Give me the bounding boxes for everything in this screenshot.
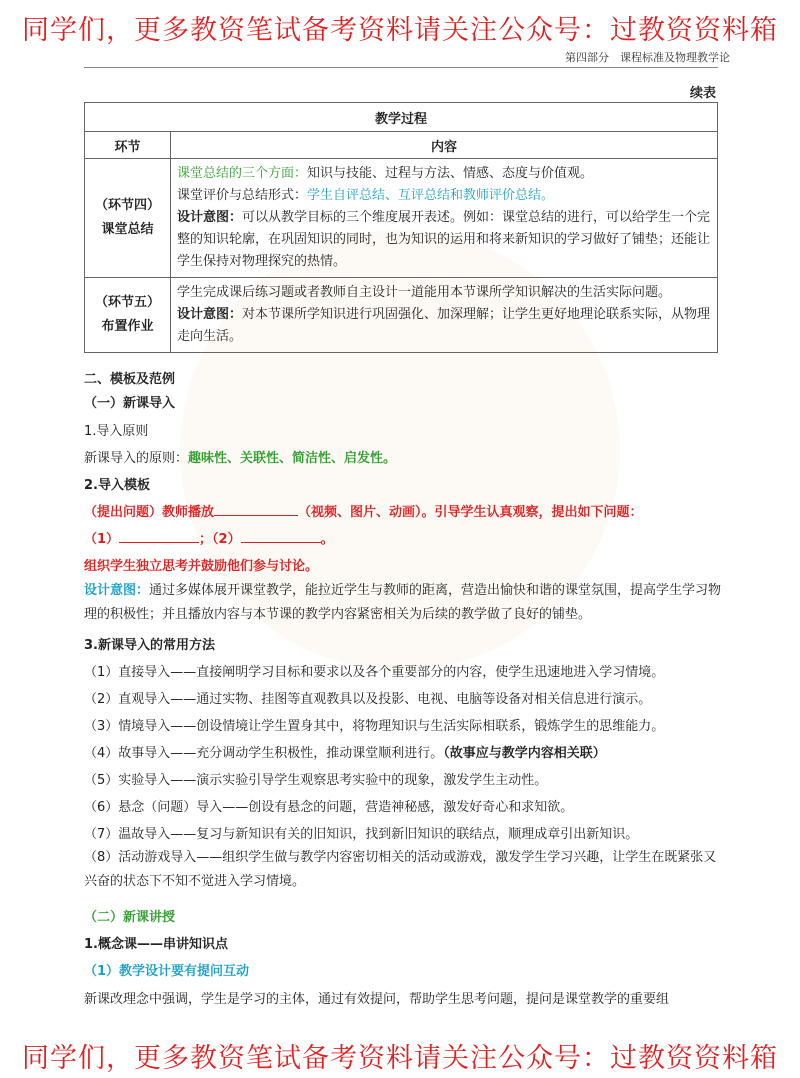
col-content-header: 内容 — [171, 132, 718, 159]
section-heading: 二、模板及范例 — [84, 372, 176, 387]
design-label: 设计意图： — [84, 583, 150, 598]
list-item-note: （故事应与教学内容相关联） — [443, 746, 606, 761]
table-row — [85, 278, 718, 353]
step-title: 布置作业 — [101, 319, 154, 334]
content-paragraph — [177, 185, 711, 207]
fill-blank — [241, 529, 321, 543]
content-text: 可以从教学目标的三个维度展开表述。例如：课堂总结的进行，可以给学生一个完整的知识轮廓，在巩固知识的同时，也为知识的运用和将来新知识的学习做好了铺垫；还能让学生保持对物理探究的热情。 — [177, 210, 711, 269]
content-cell — [171, 278, 718, 353]
content-label: 课堂总结的三个方面： — [177, 166, 308, 181]
list-item — [84, 742, 724, 761]
step-cell — [85, 278, 171, 353]
item-heading: 1.导入原则 — [84, 424, 149, 439]
teaching-process-table — [84, 102, 718, 353]
template-text: 。 — [320, 532, 334, 547]
subsection-heading: （一）新课导入 — [84, 396, 176, 411]
list-item: （5）实验导入——演示实验引导学生观察思考实验中的现象，激发学生主动性。 — [84, 773, 548, 788]
table-row — [85, 159, 718, 278]
list-item-text: （4）故事导入——充分调动学生积极性，推动课堂顺利进行。 — [84, 746, 444, 761]
principles-list: 趣味性、关联性、简洁性、启发性。 — [188, 451, 397, 466]
template-text: （1） — [84, 532, 120, 547]
subsection-heading: （二）新课讲授 — [84, 910, 176, 925]
continued-label: 续表 — [689, 86, 716, 101]
design-text: 通过多媒体展开课堂教学，能拉近学生与教师的距离，营造出愉快和谐的课堂氛围，提高学生学习物理的积极性；并且播放内容与本节课的教学内容紧密相关为后续的教学做了良好的铺垫。 — [84, 583, 722, 622]
step-title: 课堂总结 — [101, 222, 154, 237]
content-paragraph — [177, 163, 711, 185]
table-title: 教学过程 — [85, 103, 718, 132]
fill-blank — [214, 502, 298, 516]
principles-prefix: 新课导入的原则： — [84, 451, 189, 466]
step-cell — [85, 159, 171, 278]
template-text: （提出问题）教师播放 — [84, 505, 215, 520]
content-paragraph — [177, 207, 711, 273]
fill-blank — [119, 529, 199, 543]
template-text: ；（2） — [199, 532, 241, 547]
content-label: 设计意图： — [177, 210, 243, 225]
template-line — [84, 528, 724, 547]
content-text: 学生自评总结、互评总结和教师评价总结。 — [307, 188, 555, 203]
step-number: （环节五） — [94, 295, 160, 310]
content-text: 对本节课所学知识进行巩固强化、加深理解；让学生更好地理论联系实际，从物理走向生活。 — [177, 307, 711, 344]
paragraph-text: 新课改理念中强调，学生是学习的主体，通过有效提问，帮助学生思考问题，提问是课堂教学的重要组 — [84, 992, 670, 1007]
template-text: （视频、图片、动画）。引导学生认真观察，提出如下问题： — [298, 505, 643, 520]
running-header: 第四部分 课程标准及物理教学论 — [565, 51, 730, 64]
bottom-banner: 同学们，更多教资笔试备考资料请关注公众号：过教资资料箱 — [22, 1043, 778, 1074]
content-text: 知识与技能、过程与方法、情感、态度与价值观。 — [307, 166, 594, 181]
sub-item-heading: （1）教学设计要有提问互动 — [84, 964, 250, 979]
list-item: （6）悬念（问题）导入——创设有悬念的问题，营造神秘感，激发好奇心和求知欲。 — [84, 800, 574, 815]
table-header-row — [85, 132, 718, 159]
design-intent — [84, 579, 724, 627]
top-banner: 同学们，更多教资笔试备考资料请关注公众号：过教资资料箱 — [22, 15, 778, 46]
col-step-header: 环节 — [85, 132, 171, 159]
list-item: （2）直观导入——通过实物、挂图等直观教具以及投影、电视、电脑等设备对相关信息进行演示。 — [84, 692, 652, 707]
template-line — [84, 501, 724, 520]
content-paragraph — [177, 304, 711, 348]
item-heading: 2.导入模板 — [84, 478, 150, 493]
principles-line — [84, 447, 724, 466]
template-line: 组织学生独立思考并鼓励他们参与讨论。 — [84, 559, 319, 574]
list-item: （7）温故导入——复习与新知识有关的旧知识，找到新旧知识的联结点，顺理成章引出新知识。 — [84, 827, 639, 842]
list-item: （8）活动游戏导入——组织学生做与教学内容密切相关的活动或游戏，激发学生学习兴趣，让学生在既紧张又兴奋的状态下不知不觉进入学习情境。 — [84, 850, 717, 889]
content-paragraph: 学生完成课后练习题或者教师自主设计一道能用本节课所学知识解决的生活实际问题。 — [177, 285, 672, 300]
header-rule — [84, 67, 718, 68]
item-heading: 1.概念课——串讲知识点 — [84, 937, 228, 952]
list-item: （1）直接导入——直接阐明学习目标和要求以及各个重要部分的内容，使学生迅速地进入学习情境。 — [84, 665, 665, 680]
content-cell — [171, 159, 718, 278]
table-title-row — [85, 103, 718, 132]
item-heading: 3.新课导入的常用方法 — [84, 638, 215, 653]
step-number: （环节四） — [94, 198, 160, 213]
content-label: 设计意图： — [177, 307, 243, 322]
content-label: 课堂评价与总结形式： — [177, 188, 308, 203]
list-item: （3）情境导入——创设情境让学生置身其中，将物理知识与生活实际相联系，锻炼学生的思维能力。 — [84, 719, 665, 734]
